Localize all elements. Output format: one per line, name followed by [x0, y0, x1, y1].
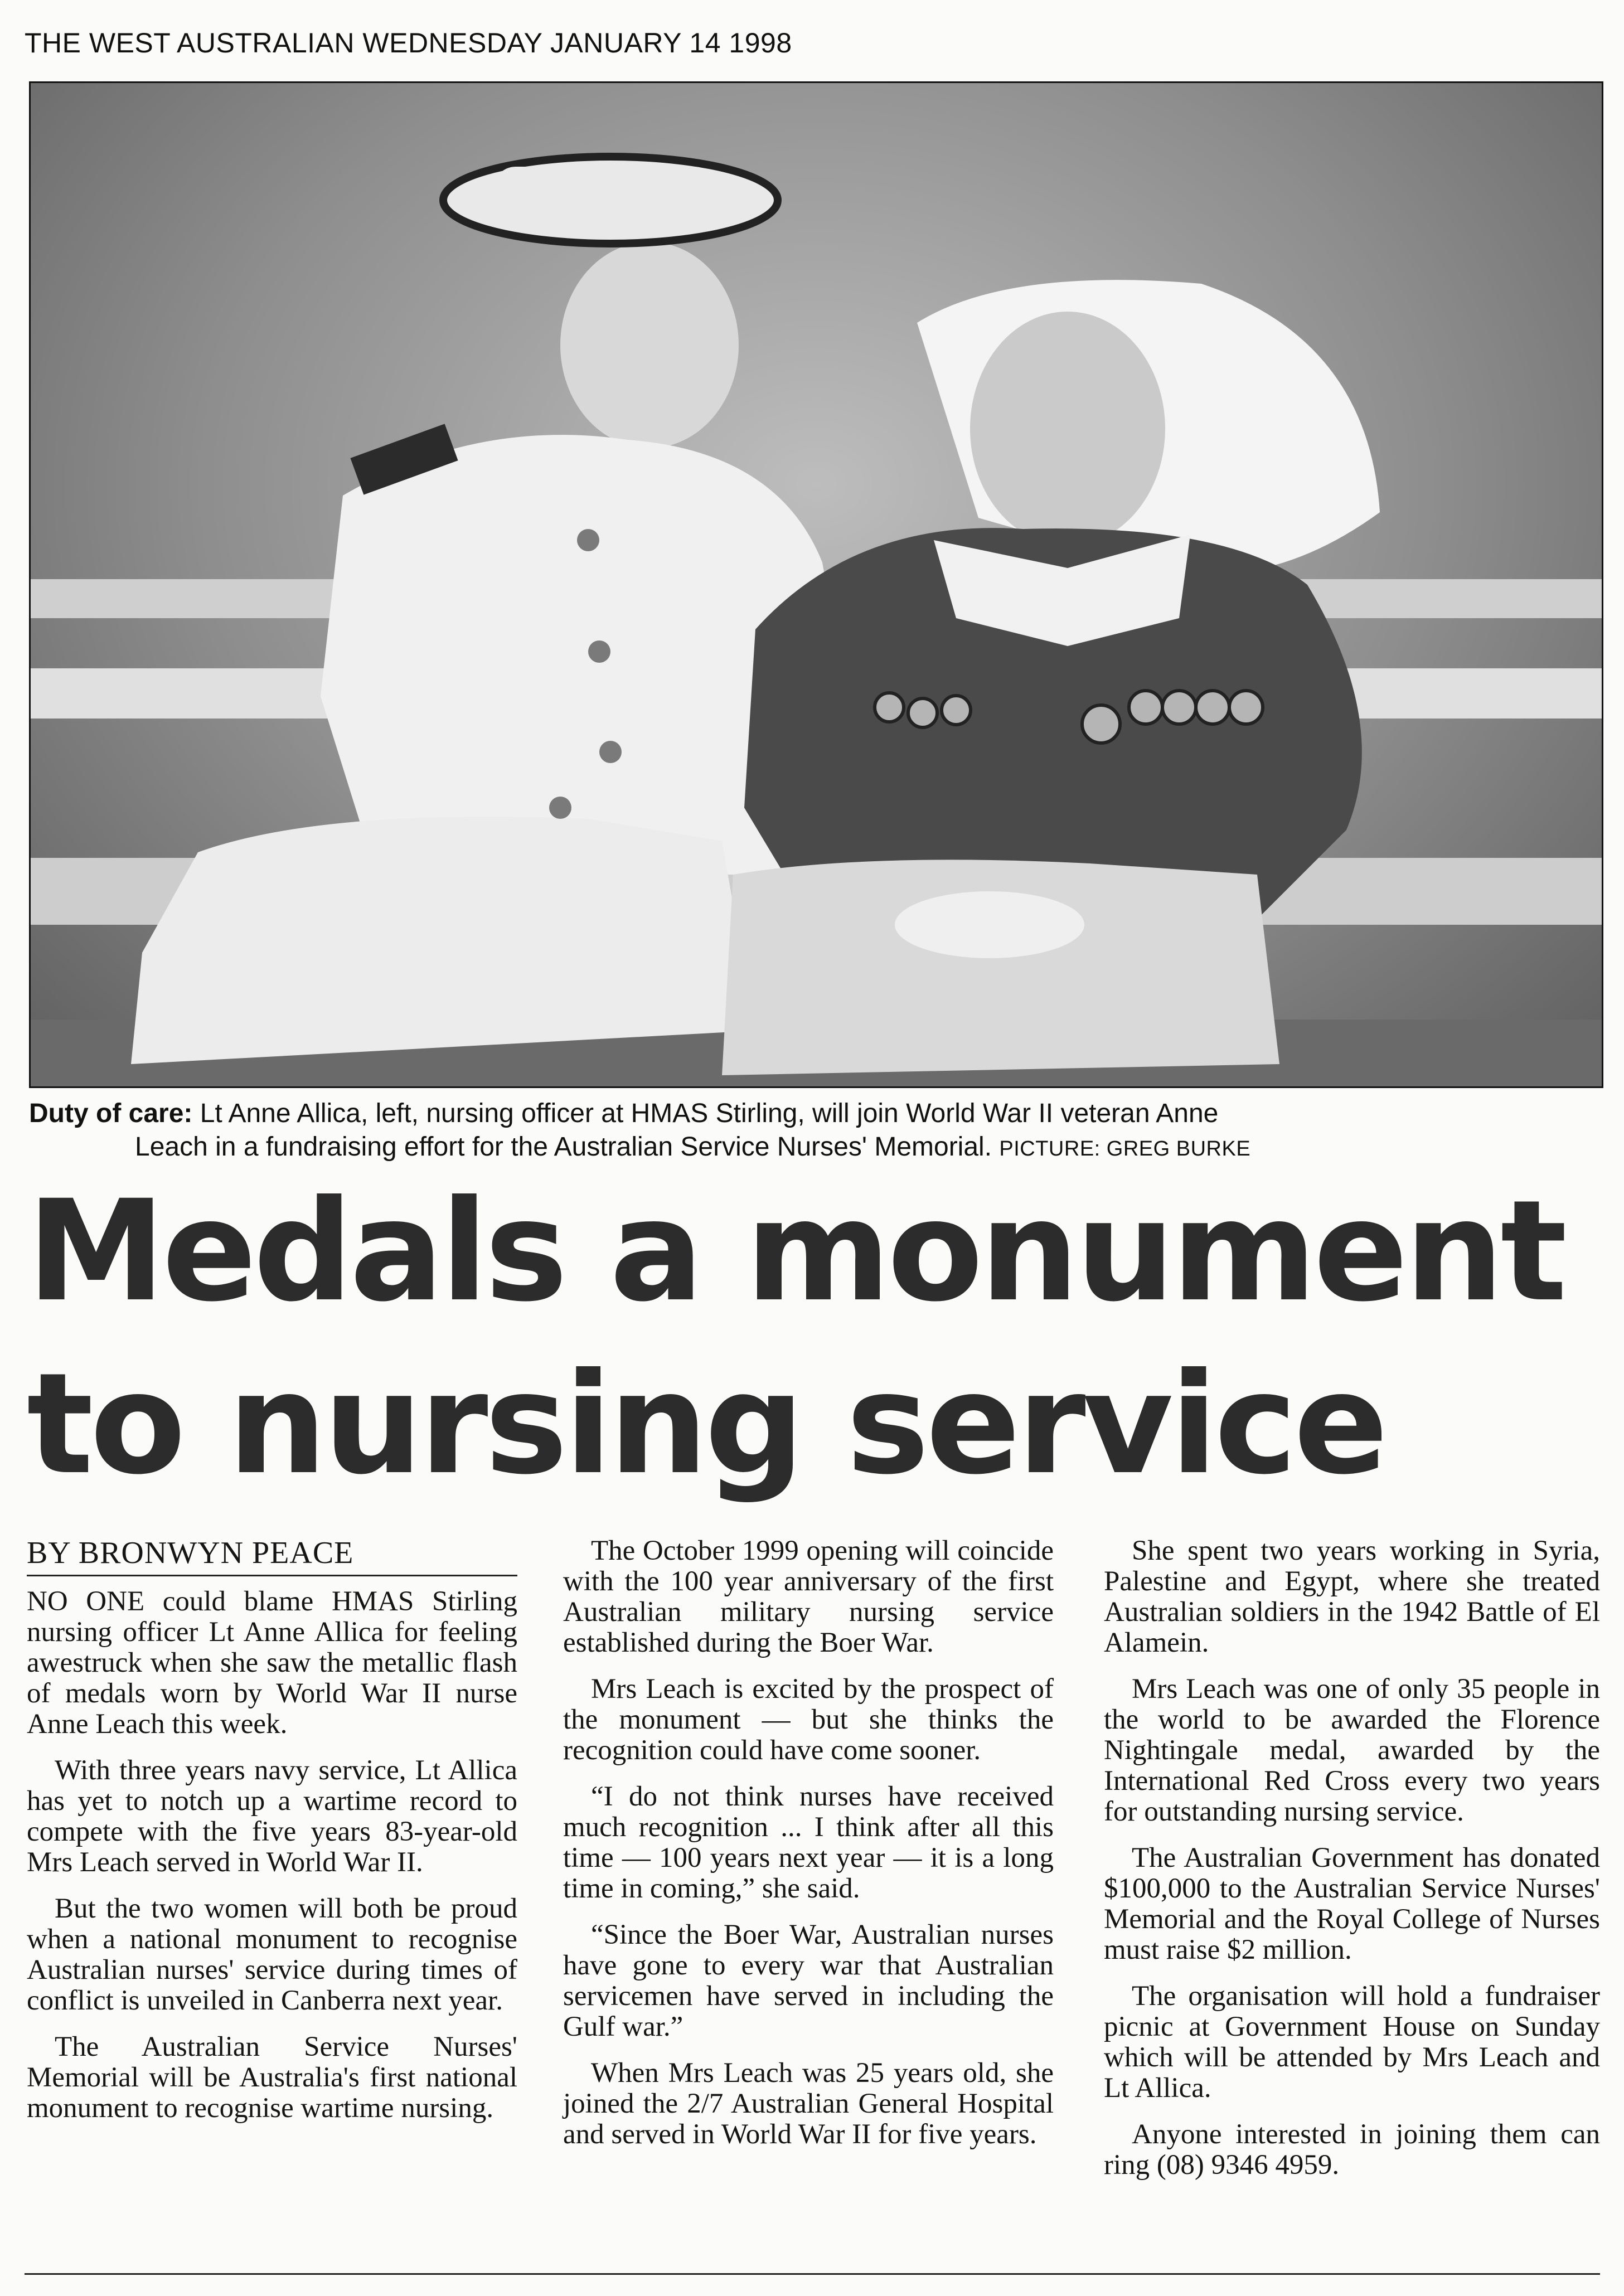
caption-lead: Duty of care: [29, 1099, 193, 1128]
article-paragraph: She spent two years working in Syria, Palestine and Egypt, where she treated Australian soldiers in the 1942 Battle of El Alamein. [1104, 1535, 1600, 1658]
headline-line-2: to nursing service [27, 1343, 1385, 1505]
uniform-button-icon [599, 741, 622, 763]
bottom-divider [25, 2273, 1600, 2275]
headline-line-1: Medals a monument [27, 1170, 1564, 1332]
article-paragraph: The Australian Government has donated $100,000 to the Australian Service Nurses' Memorial and the Royal College of Nurses must raise $2 million. [1104, 1842, 1600, 1965]
officer-face [560, 242, 739, 448]
nurse-face [970, 312, 1165, 546]
article-paragraph: But the two women will both be proud when a national monument to recognise Australian nurses' service during times of conflict is unveiled in Canberra next year. [27, 1893, 517, 2016]
article-paragraph: The Australian Service Nurses' Memorial will be Australia's first national monument to recognise wartime nursing. [27, 2031, 517, 2124]
article-paragraph: The October 1999 opening will coincide with the 100 year anniversary of the first Australian military nursing service established during the Boer War. [563, 1535, 1054, 1658]
photo-caption [29, 1097, 1600, 1166]
article-paragraph: NO ONE could blame HMAS Stirling nursing officer Lt Anne Allica for feeling awestruck when she saw the metallic flash of medals worn by World War II nurse Anne Leach this week. [27, 1586, 517, 1740]
article-paragraph: “I do not think nurses have received much recognition ... I think after all this time — 100 years next year — it is a long time in coming,” she said. [563, 1781, 1054, 1904]
caption-line-1 [29, 1097, 1600, 1130]
officer-cap-crown [493, 167, 716, 217]
caption-text-2: Leach in a fundraising effort for the Australian Service Nurses' Memorial. [135, 1132, 992, 1162]
article-paragraph: The organisation will hold a fundraiser picnic at Government House on Sunday which will be attended by Mrs Leach and Lt Allica. [1104, 1981, 1600, 2104]
article-paragraph: “Since the Boer War, Australian nurses have gone to every war that Australian servicemen have served in including the Gulf war.” [563, 1919, 1054, 2042]
news-photo [29, 81, 1603, 1088]
uniform-button-icon [549, 797, 571, 819]
photo-credit: PICTURE: GREG BURKE [999, 1137, 1251, 1161]
article-paragraph: With three years navy service, Lt Allica has yet to notch up a wartime record to compete with the five years 83-year-old Mrs Leach served in World War II. [27, 1755, 517, 1878]
masthead: THE WEST AUSTRALIAN WEDNESDAY JANUARY 14 1998 [25, 27, 792, 59]
caption-line-2 [29, 1130, 1600, 1166]
article-paragraph: When Mrs Leach was 25 years old, she joined the 2/7 Australian General Hospital and served in World War II for five years. [563, 2057, 1054, 2150]
uniform-button-icon [577, 529, 599, 551]
photo-illustration [31, 83, 1602, 1086]
article-paragraph: Mrs Leach was one of only 35 people in the world to be awarded the Florence Nightingale medal, awarded by the International Red Cross every two years for outstanding nursing service. [1104, 1673, 1600, 1827]
uniform-button-icon [588, 640, 610, 663]
article-paragraph: Anyone interested in joining them can ring (08) 9346 4959. [1104, 2119, 1600, 2181]
officer-trousers [131, 817, 755, 1064]
article-paragraph: Mrs Leach is excited by the prospect of the monument — but she thinks the recognition could have come sooner. [563, 1673, 1054, 1766]
article-column-1 [27, 1536, 517, 2139]
article-column-3 [1104, 1536, 1600, 2196]
caption-text-1: Lt Anne Allica, left, nursing officer at HMAS Stirling, will join World War II veteran Anne [200, 1099, 1219, 1128]
byline: BY BRONWYN PEACE [27, 1536, 517, 1576]
article-column-2 [563, 1536, 1054, 2166]
nurse-hands [895, 891, 1084, 958]
